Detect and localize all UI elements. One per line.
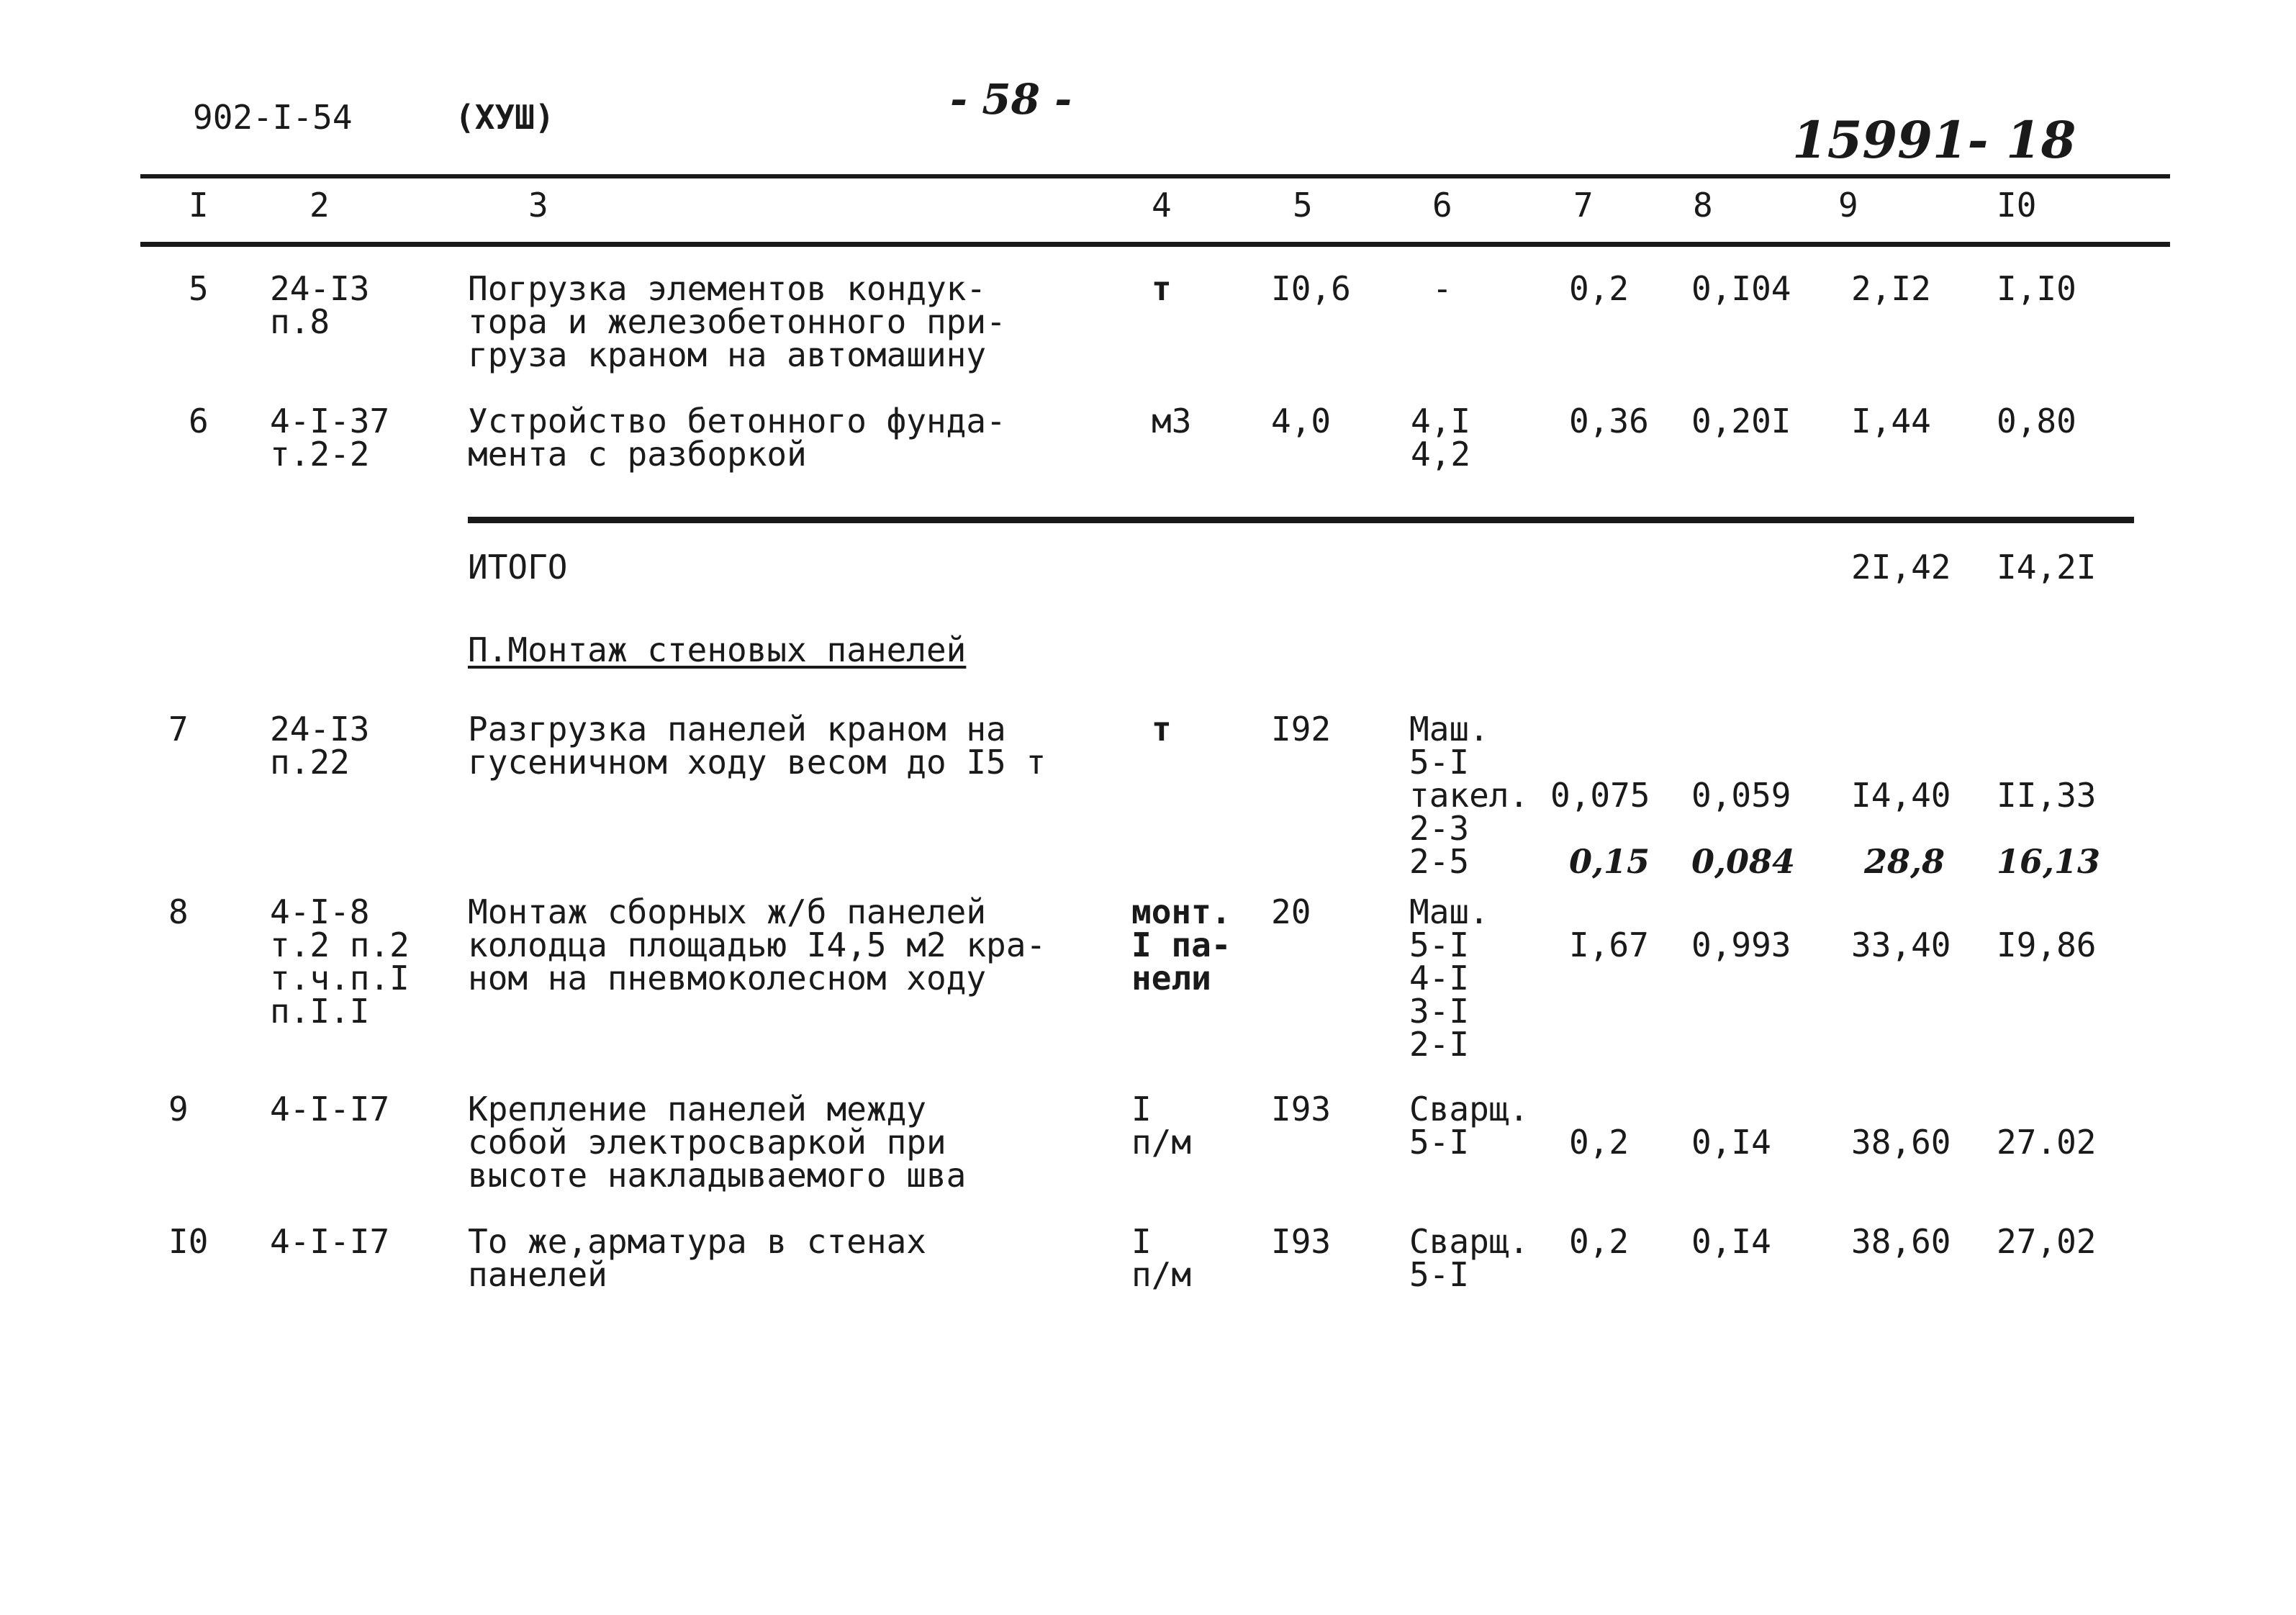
norm-code: 24-I3 п.22 [270,710,370,782]
unit: т [1152,269,1172,308]
row-number: 8 [168,892,189,931]
norm-code: 24-I3 п.8 [270,269,370,341]
work-description: То же,арматура в стенах панелей [468,1222,926,1294]
total-cost: I,I0 [1997,269,2076,308]
column-header-10: I0 [1997,186,2037,225]
total-cost: 27.02 [1997,1123,2097,1162]
handwritten-total-cost: 16,13 [1997,842,2101,881]
document-code: 902-I-54 [193,98,353,137]
column-header-2: 2 [309,186,330,225]
norm-code: 4-I-8 т.2 п.2 т.ч.п.I п.I.I [270,892,410,1031]
handwritten-total-time: 28,8 [1864,842,1945,881]
norm-time: 0,2 [1569,1123,1630,1162]
total-time: 38,60 [1851,1222,1951,1261]
quantity: 20 [1271,892,1311,931]
work-description: Устройство бетонного фунда- мента с разборкой [468,402,1006,474]
quantity: I93 [1271,1090,1332,1128]
total-time: 2I,42 [1851,548,1951,587]
unit: т [1152,710,1172,748]
norm-cost: 0,20I [1691,402,1791,440]
row-number: 7 [168,710,189,748]
handwritten-norm-cost: 0,084 [1691,842,1796,881]
total-cost: I9,86 [1997,926,2097,964]
unit: монт. I па- нели [1131,892,1231,998]
row-number: I0 [168,1222,209,1261]
header-bottom-rule [140,242,2170,247]
norm-cost: 0,993 [1691,926,1791,964]
row-number: 9 [168,1090,189,1128]
total-cost: 0,80 [1997,402,2076,440]
total-time: I4,40 [1851,776,1951,815]
norm-cost: 0,I04 [1691,269,1791,308]
total-time: I,44 [1851,402,1931,440]
column-header-1: I [189,186,209,225]
section-title: П.Монтаж стеновых панелей [468,630,967,669]
norm-time: 0,36 [1569,402,1649,440]
quantity: I0,6 [1271,269,1351,308]
norm-time: 0,2 [1569,1222,1630,1261]
page-number: - 58 - [950,75,1072,124]
crew: - [1432,269,1452,308]
total-label: ИТОГО [468,548,568,587]
work-description: Крепление панелей между собой электросваркой при высоте накладываемого шва [468,1090,967,1195]
header-top-rule [140,174,2170,178]
column-header-8: 8 [1693,186,1713,225]
handwritten-reference: 15991- 18 [1792,110,2076,170]
norm-code: 4-I-37 т.2-2 [270,402,390,474]
norm-cost: 0,I4 [1691,1222,1771,1261]
quantity: I93 [1271,1222,1332,1261]
norm-code: 4-I-I7 [270,1222,390,1261]
work-description: Погрузка элементов кондук- тора и железобетонного при- груза краном на автомашину [468,269,1006,374]
row-number: 5 [189,269,209,308]
norm-time: I,67 [1569,926,1649,964]
section-number: (XУШ) [455,98,555,137]
total-cost: 27,02 [1997,1222,2097,1261]
handwritten-norm-time: 0,15 [1569,842,1650,881]
total-cost: I4,2I [1997,548,2097,587]
work-description: Разгрузка панелей краном на гусеничном ходу весом до I5 т [468,710,1047,782]
column-header-4: 4 [1152,186,1172,225]
crew: 4,I 4,2 [1411,402,1471,474]
column-header-5: 5 [1293,186,1313,225]
crew: Сварщ. 5-I [1409,1090,1529,1162]
crew: Сварщ. 5-I [1409,1222,1529,1294]
column-header-3: 3 [528,186,548,225]
column-header-9: 9 [1838,186,1858,225]
norm-cost: 0,I4 [1691,1123,1771,1162]
crew: Маш. 5-I такел. 2-3 2-5 [1409,710,1529,881]
norm-code: 4-I-I7 [270,1090,390,1128]
unit: I п/м [1131,1222,1192,1294]
column-header-6: 6 [1432,186,1452,225]
total-time: 38,60 [1851,1123,1951,1162]
quantity: 4,0 [1271,402,1332,440]
work-description: Монтаж сборных ж/б панелей колодца площадью I4,5 м2 кра- ном на пневмоколесном ходу [468,892,1047,998]
crew: Маш. 5-I 4-I 3-I 2-I [1409,892,1489,1064]
total-rule [468,517,2134,523]
row-number: 6 [189,402,209,440]
total-time: 33,40 [1851,926,1951,964]
unit: м3 [1152,402,1192,440]
unit: I п/м [1131,1090,1192,1162]
total-time: 2,I2 [1851,269,1931,308]
norm-time: 0,2 [1569,269,1630,308]
norm-cost: 0,059 [1691,776,1791,815]
norm-time: 0,075 [1550,776,1650,815]
column-header-7: 7 [1573,186,1594,225]
total-cost: II,33 [1997,776,2097,815]
quantity: I92 [1271,710,1332,748]
